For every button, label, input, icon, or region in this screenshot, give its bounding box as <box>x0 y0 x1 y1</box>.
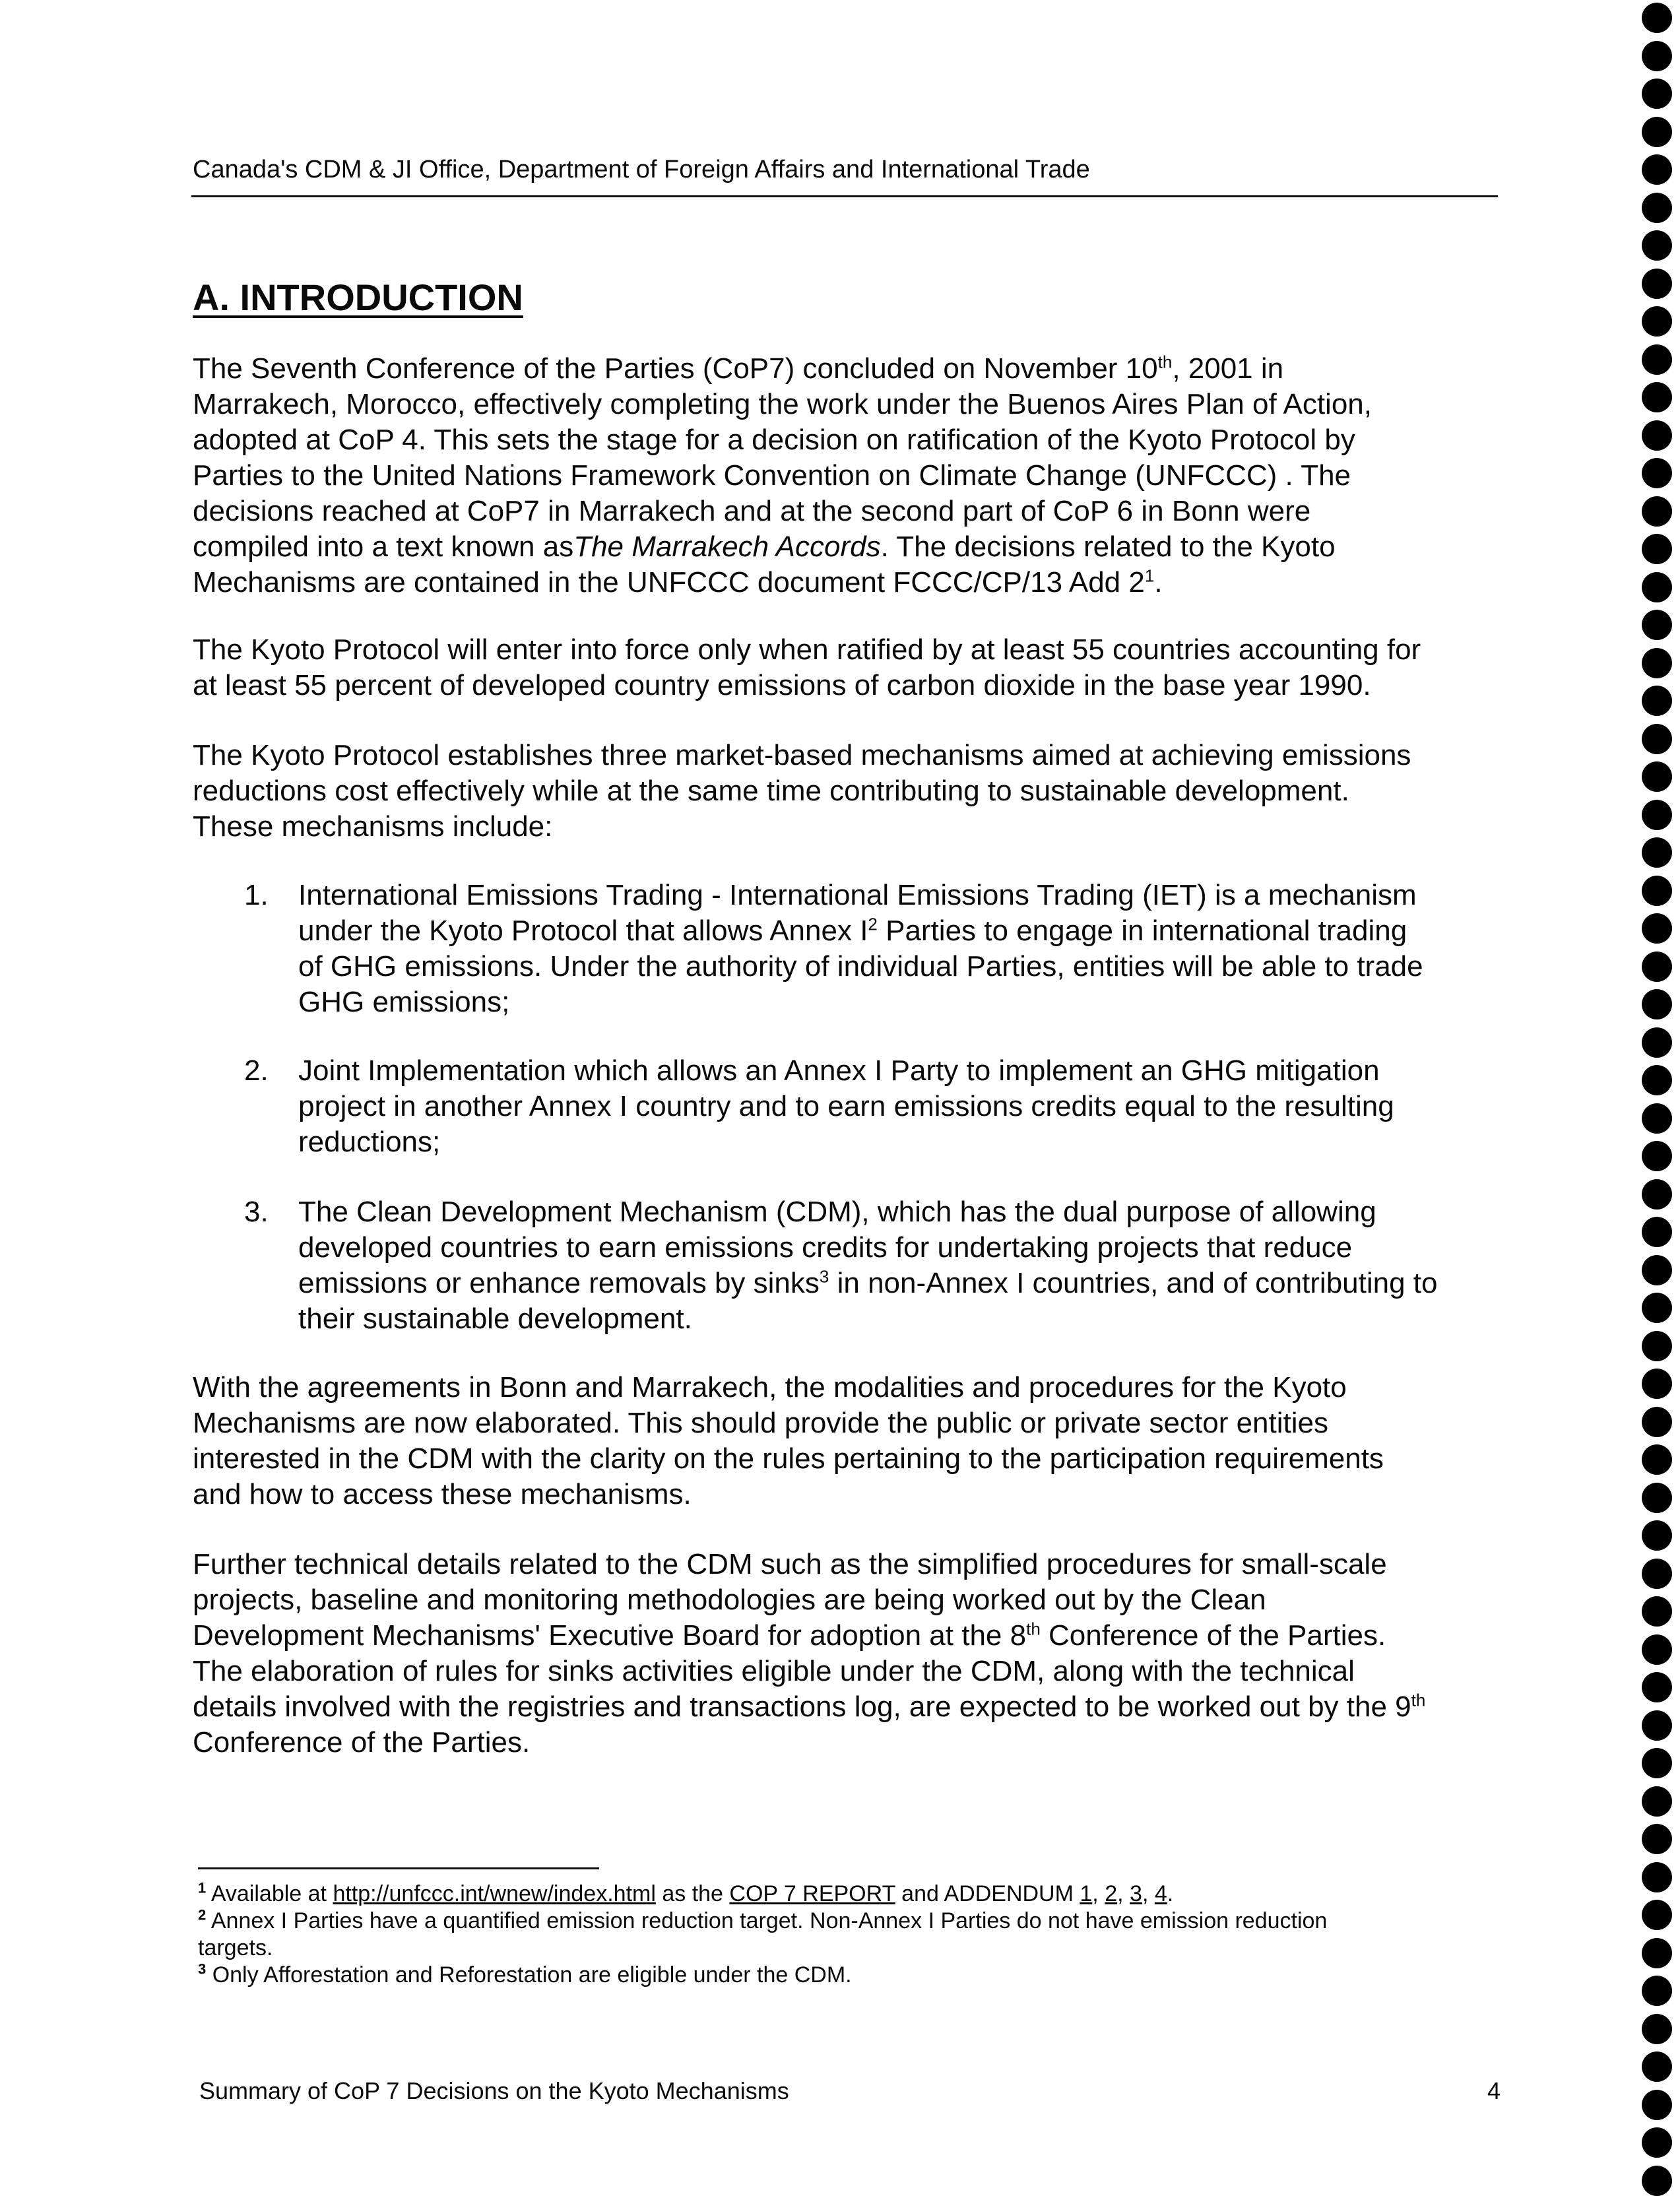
footnote-ref-2: 2 <box>868 914 878 934</box>
text-run: The Seventh Conference of the Parties (CoP7) concluded on November 10 <box>193 352 1158 385</box>
text-run: emissions or enhance removals by sinks <box>298 1267 820 1299</box>
text-line: decisions reached at CoP7 in Marrakech and at the second part of CoP 6 in Bonn were <box>193 495 1311 527</box>
binding-hole <box>1642 724 1672 754</box>
list-number: 2. <box>244 1054 269 1087</box>
text-line: Further technical details related to the CDM such as the simplified procedures for small-scale <box>193 1548 1387 1580</box>
text-line: project in another Annex I country and to earn emissions credits equal to the resulting <box>298 1090 1394 1122</box>
binding-hole <box>1642 572 1672 602</box>
footnote-2-continued: targets. <box>198 1935 273 1960</box>
text-line: The Clean Development Mechanism (CDM), which has the dual purpose of allowing <box>298 1196 1376 1228</box>
binding-hole <box>1642 2051 1672 2082</box>
binding-hole <box>1642 154 1672 185</box>
text-line: The Kyoto Protocol will enter into force only when ratified by at least 55 countries accounting for <box>193 633 1421 666</box>
text-run: Development Mechanisms' Executive Board for adoption at the 8 <box>193 1619 1027 1652</box>
text-run: Conference of the Parties. <box>1040 1619 1386 1652</box>
addendum-3-link[interactable]: 3 <box>1130 1881 1142 1906</box>
addendum-2-link[interactable]: 2 <box>1105 1881 1118 1906</box>
running-footer: Summary of CoP 7 Decisions on the Kyoto Mechanisms <box>199 2077 789 2104</box>
cop7-report-link[interactable]: COP 7 REPORT <box>729 1881 895 1906</box>
addendum-4-link[interactable]: 4 <box>1154 1881 1167 1906</box>
binding-hole <box>1642 1141 1672 1171</box>
binding-hole <box>1642 952 1672 982</box>
binding-hole <box>1642 2166 1672 2196</box>
text-run: as the <box>655 1881 730 1906</box>
binding-hole <box>1642 648 1672 678</box>
binding-hole <box>1642 913 1672 944</box>
text-line: reductions cost effectively while at the same time contributing to sustainable development. <box>193 775 1349 807</box>
ratification-paragraph <box>193 632 1473 703</box>
binding-hole <box>1642 1634 1672 1665</box>
binding-hole <box>1642 79 1672 109</box>
text-line: reductions; <box>298 1126 441 1158</box>
text-line: Joint Implementation which allows an Annex I Party to implement an GHG mitigation <box>298 1054 1380 1087</box>
text-run: , 2001 in <box>1172 352 1284 385</box>
text-line: With the agreements in Bonn and Marrakech, the modalities and procedures for the Kyoto <box>193 1371 1347 1404</box>
footnotes <box>198 1881 1491 1989</box>
binding-hole <box>1642 1065 1672 1095</box>
text-run: . <box>1167 1881 1174 1906</box>
text-line: at least 55 percent of developed country emissions of carbon dioxide in the base year 1990. <box>193 669 1371 701</box>
text-line: Marrakech, Morocco, effectively completing the work under the Buenos Aires Plan of Action, <box>193 388 1372 420</box>
binding-hole <box>1642 1483 1672 1513</box>
text-run: and ADDENDUM <box>895 1881 1080 1906</box>
binding-hole <box>1642 1444 1672 1475</box>
text-run: in non-Annex I countries, and of contributing to <box>829 1267 1438 1299</box>
binding-hole <box>1642 876 1672 906</box>
binding-hole <box>1642 1331 1672 1361</box>
footnote-ref-1: 1 <box>1144 565 1155 586</box>
technical-details-paragraph <box>193 1547 1473 1760</box>
footnote-2 <box>198 1908 1491 1935</box>
binding-hole <box>1642 1786 1672 1817</box>
text-line: GHG emissions; <box>298 986 510 1018</box>
binding-hole <box>1642 1900 1672 1930</box>
superscript: th <box>1026 1619 1041 1639</box>
agreements-paragraph <box>193 1370 1473 1512</box>
binding-hole <box>1642 1027 1672 1058</box>
binding-hole <box>1642 1976 1672 2006</box>
text-line: projects, baseline and monitoring methodologies are being worked out by the Clean <box>193 1584 1266 1616</box>
binding-hole <box>1642 1596 1672 1627</box>
page-number: 4 <box>1487 2077 1501 2104</box>
binding-hole <box>1642 1103 1672 1134</box>
binding-hole <box>1642 420 1672 451</box>
text-line: International Emissions Trading - International Emissions Trading (IET) is a mechanism <box>298 879 1417 911</box>
footnote-1: $^1$ Available at http://unfccc.int/wnew/index.html as the COP 7 REPORT and ADDENDUM 1, 2, 3, 4. <box>198 1879 1174 1906</box>
footnote-mark: 1 <box>198 1879 207 1896</box>
text-run: Only Afforestation and Reforestation are eligible under the CDM. <box>212 1962 852 1987</box>
unfccc-link[interactable]: http://unfccc.int/wnew/index.html <box>333 1881 656 1906</box>
binding-hole <box>1642 761 1672 792</box>
binding-hole <box>1642 41 1672 71</box>
binding-hole <box>1642 1369 1672 1399</box>
text-line: adopted at CoP 4. This sets the stage for a decision on ratification of the Kyoto Protocol by <box>193 424 1355 456</box>
binding-hole <box>1642 382 1672 412</box>
binding-hole <box>1642 1710 1672 1741</box>
binding-hole <box>1642 1938 1672 1968</box>
text-run: Parties to engage in international trading <box>877 915 1407 947</box>
binding-hole <box>1642 1293 1672 1323</box>
text-line: Conference of the Parties. <box>193 1726 531 1759</box>
text-line: These mechanisms include: <box>193 810 553 843</box>
text-run: under the Kyoto Protocol that allows Annex I <box>298 915 868 947</box>
binding-hole <box>1642 1862 1672 1892</box>
binding-hole <box>1642 117 1672 147</box>
text-run: Available at <box>210 1881 333 1906</box>
binding-hole <box>1642 3 1672 33</box>
binding-hole <box>1642 344 1672 375</box>
superscript: th <box>1157 352 1173 372</box>
binding-hole <box>1642 1559 1672 1589</box>
mechanisms-paragraph <box>193 738 1473 845</box>
binding-hole <box>1642 1672 1672 1702</box>
binding-hole <box>1642 230 1672 261</box>
text-run: . <box>1154 566 1163 598</box>
list-number: 1. <box>244 879 269 911</box>
text-line: developed countries to earn emissions credits for undertaking projects that reduce <box>298 1231 1353 1264</box>
text-line: The elaboration of rules for sinks activities eligible under the CDM, along with the technical <box>193 1655 1355 1687</box>
binding-hole <box>1642 1179 1672 1210</box>
binding-hole <box>1642 193 1672 223</box>
italic-title: The Marrakech Accords <box>573 531 881 563</box>
text-line: interested in the CDM with the clarity on the rules pertaining to the participation requirements <box>193 1442 1384 1475</box>
binding-hole <box>1642 1520 1672 1551</box>
text-line: and how to access these mechanisms. <box>193 1478 692 1510</box>
binding-hole <box>1642 1255 1672 1285</box>
text-run: Annex I Parties have a quantified emission reduction target. Non-Annex I Parties do not have emission reduction <box>210 1908 1328 1933</box>
text-line: The Kyoto Protocol establishes three market-based mechanisms aimed at achieving emissions <box>193 739 1411 771</box>
text-run: . The decisions related to the Kyoto <box>880 531 1336 563</box>
footnote-rule <box>198 1867 599 1869</box>
binding-hole <box>1642 306 1672 337</box>
list-number: 3. <box>244 1196 269 1228</box>
binding-hole <box>1642 800 1672 830</box>
superscript: th <box>1411 1690 1426 1710</box>
text-line: Parties to the United Nations Framework Convention on Climate Change (UNFCCC) . The <box>193 459 1351 492</box>
footnote-mark: 3 <box>198 1960 207 1978</box>
footnote-3 <box>198 1962 1491 1989</box>
text-run: details involved with the registries and transactions log, are expected to be worked out by the 9 <box>193 1691 1411 1723</box>
binding-hole <box>1642 1824 1672 1854</box>
binding-hole <box>1642 1217 1672 1247</box>
footnote-mark: 2 <box>198 1906 207 1923</box>
binding-hole <box>1642 837 1672 868</box>
binding-hole <box>1642 2127 1672 2158</box>
binding-hole <box>1642 610 1672 640</box>
addendum-1-link[interactable]: 1 <box>1080 1881 1093 1906</box>
binding-hole <box>1642 989 1672 1019</box>
binding-hole <box>1642 496 1672 527</box>
binding-hole <box>1642 2014 1672 2044</box>
text-line: of GHG emissions. Under the authority of individual Parties, entities will be able to trade <box>298 950 1423 983</box>
binding-hole <box>1642 2090 1672 2120</box>
text-line: Mechanisms are now elaborated. This should provide the public or private sector entities <box>193 1407 1328 1439</box>
binding-hole <box>1642 686 1672 716</box>
binding-holes <box>1642 0 1680 2189</box>
binding-hole <box>1642 1407 1672 1437</box>
binding-hole <box>1642 1748 1672 1778</box>
footnote-ref-3: 3 <box>819 1266 829 1287</box>
text-run: Mechanisms are contained in the UNFCCC document FCCC/CP/13 Add 2 <box>193 566 1145 598</box>
section-title: A. INTRODUCTION <box>193 276 523 318</box>
intro-paragraph <box>193 351 1473 600</box>
text-line: their sustainable development. <box>298 1303 692 1335</box>
running-header: Canada's CDM & JI Office, Department of Foreign Affairs and International Trade <box>193 156 1090 183</box>
text-run: compiled into a text known as <box>193 531 574 563</box>
binding-hole <box>1642 269 1672 299</box>
header-rule <box>191 195 1498 197</box>
binding-hole <box>1642 458 1672 488</box>
binding-hole <box>1642 534 1672 564</box>
